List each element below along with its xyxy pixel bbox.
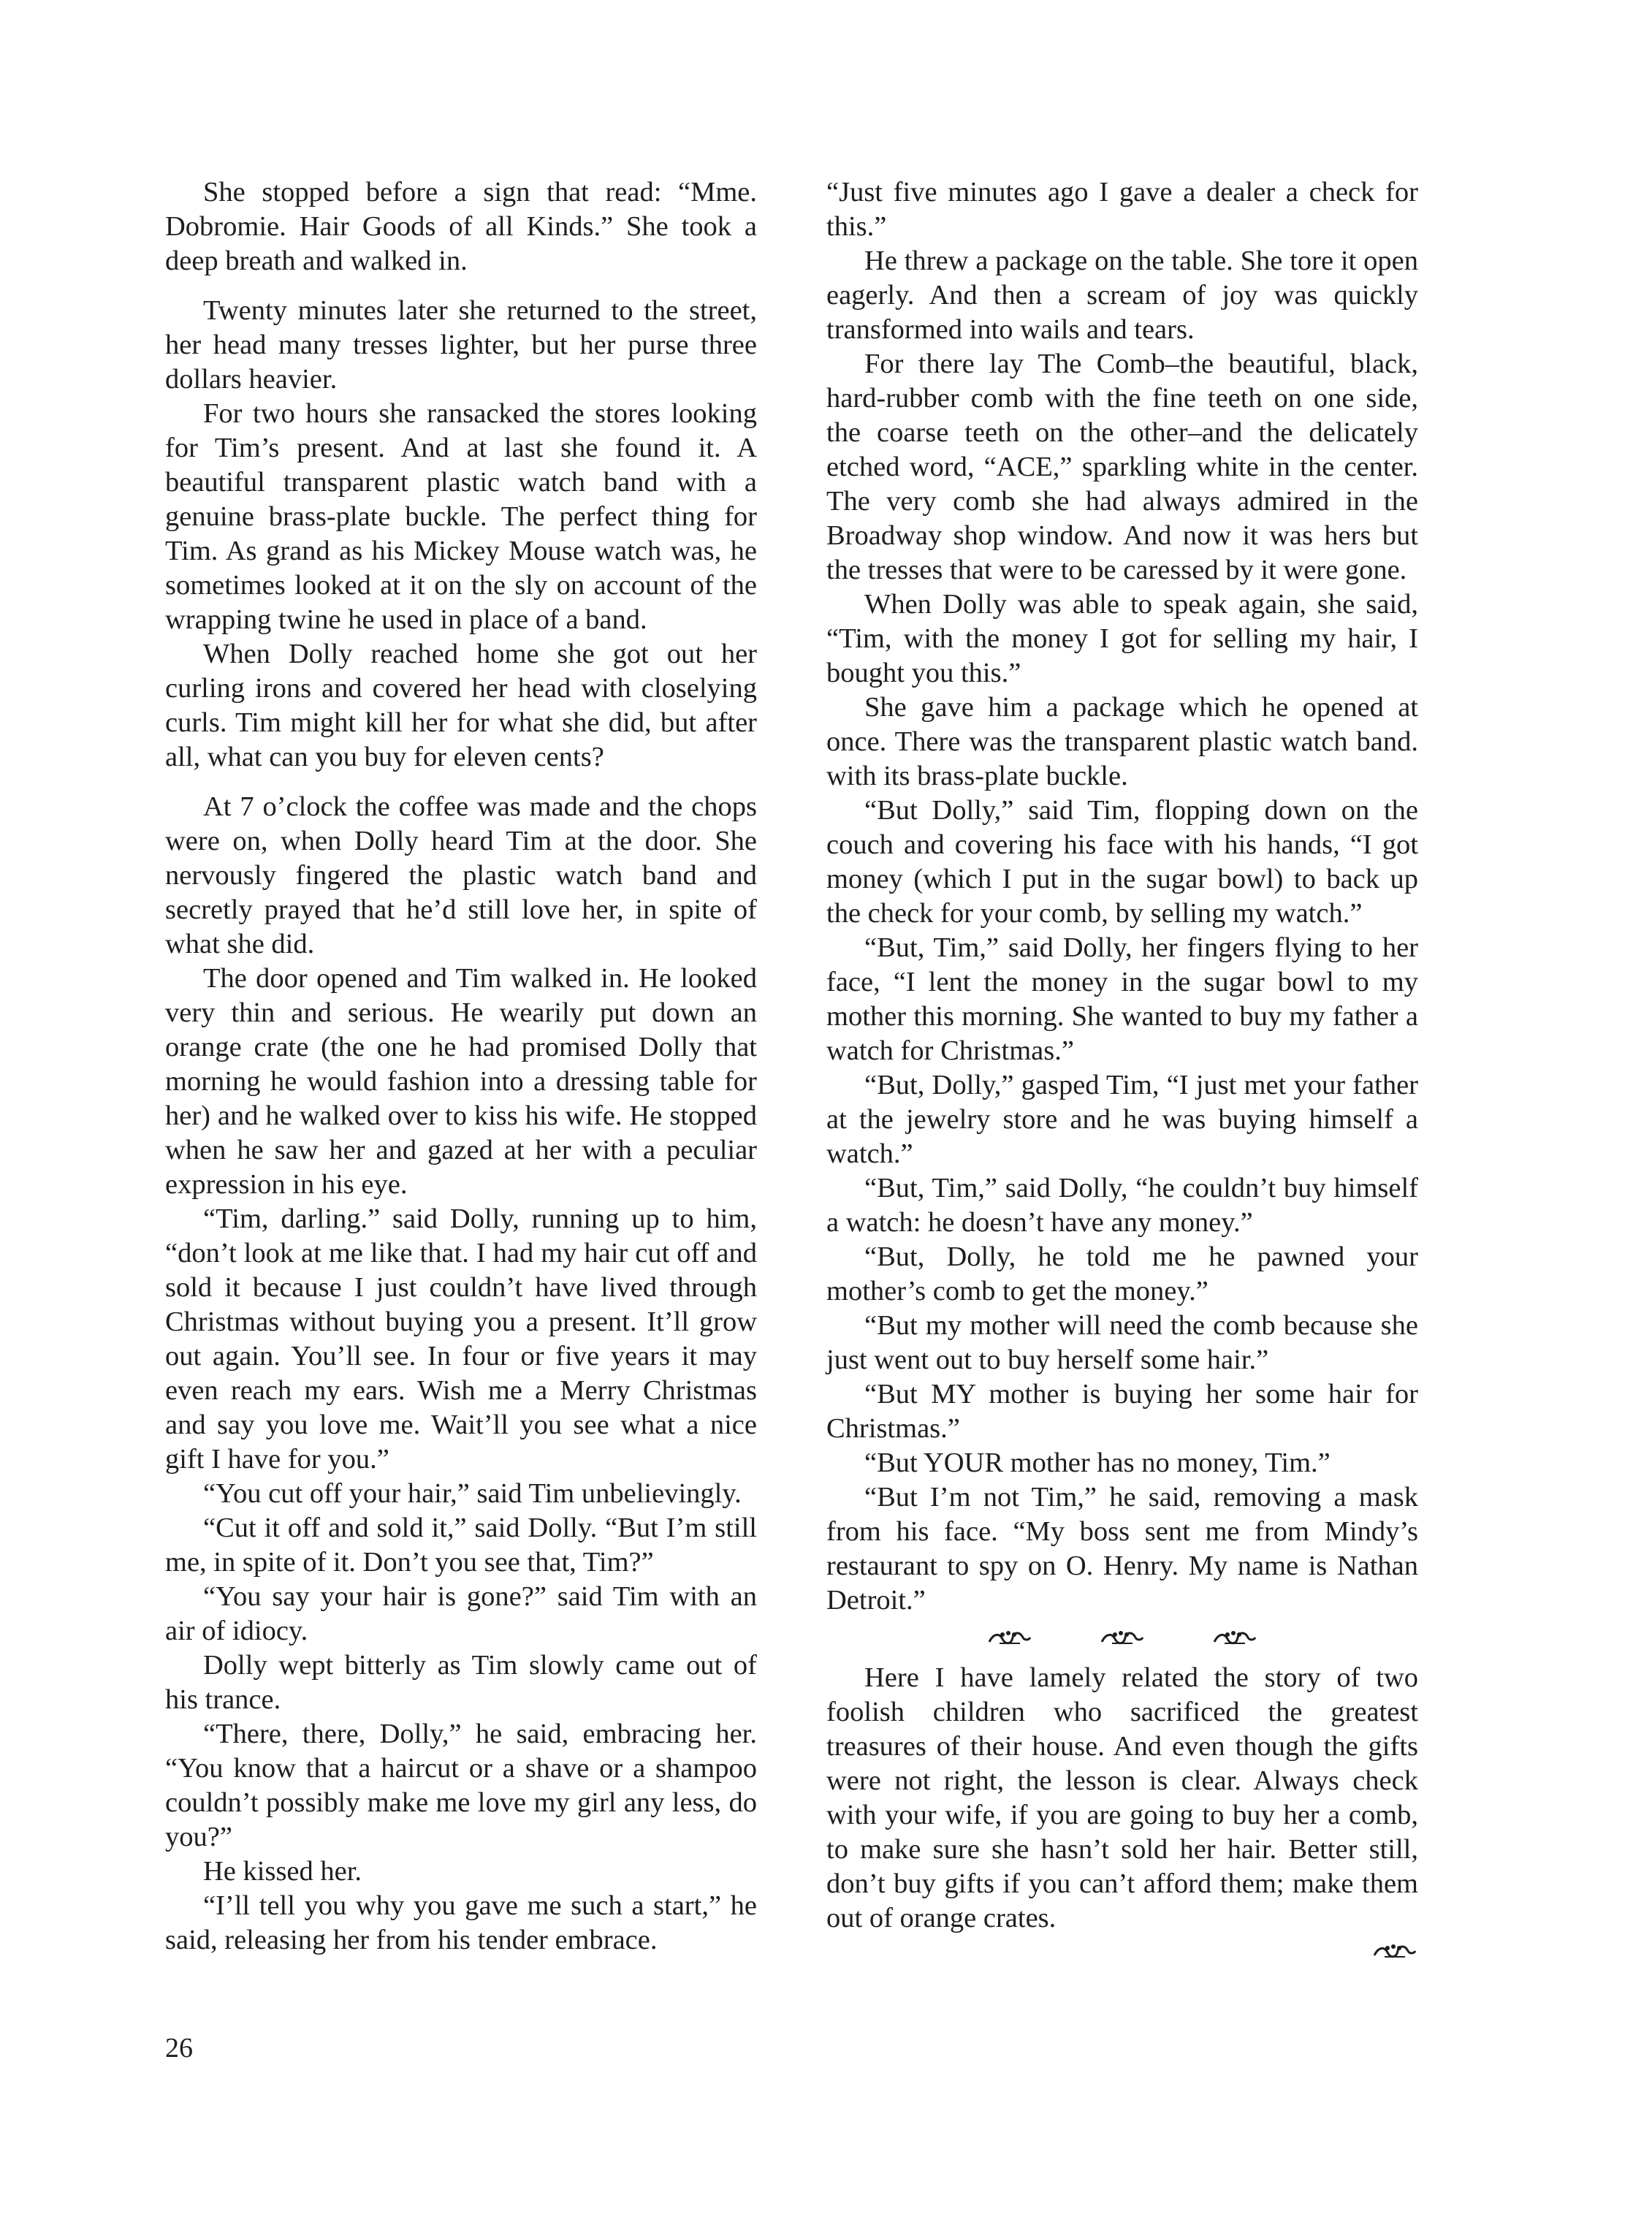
paragraph: “But MY mother is buying her some hair for Christmas.” [826,1379,1418,1444]
paragraph: For two hours she ransacked the stores looking for Tim’s present. And at last she found it. A beautiful transparent plastic watch band with a genuine brass-plate buckle. The perfect thing for Tim. As grand as his Mickey Mouse watch was, he sometimes looked at it on the sly on account of the wrapping twine he used in place of a band. [165,398,757,635]
paragraph: “But YOUR mother has no money, Tim.” [864,1448,1331,1478]
paragraph: “But I’m not Tim,” he said, removing a mask from his face. “My boss sent me from Mindy’s restaurant to spy on O. Henry. My name is Nathan Detroit.” [826,1482,1418,1616]
paragraph: “But, Tim,” said Dolly, “he couldn’t buy himself a watch: he doesn’t have any money.” [826,1173,1418,1238]
paragraph: Twenty minutes later she returned to the street, her head many tresses lighter, but her purse three dollars heavier. [165,295,757,395]
paragraph: “Cut it off and sold it,” said Dolly. “But I’m still me, in spite of it. Don’t you see that, Tim?” [165,1513,757,1578]
paragraph: “There, there, Dolly,” he said, embracing her. “You know that a haircut or a shave or a shampoo couldn’t possibly make me love my girl any less, do you?” [165,1719,757,1852]
paragraph: “But, Tim,” said Dolly, her fingers flying to her face, “I lent the money in the sugar bowl to my mother this morning. She wanted to buy my father a watch for Christmas.” [826,932,1418,1066]
right-column [826,175,1418,1966]
paragraph: At 7 o’clock the coffee was made and the chops were on, when Dolly heard Tim at the door. She nervously fingered the plastic watch band and secretly prayed that he’d still love her, in spite of what she did. [165,791,757,959]
paragraph: “But my mother will need the comb because she just went out to buy herself some hair.” [826,1310,1418,1375]
paragraph: Dolly wept bitterly as Tim slowly came out of his trance. [165,1650,757,1715]
paragraph: “Just five minutes ago I gave a dealer a check for this.” [826,177,1418,242]
paragraph: For there lay The Comb–the beautiful, black, hard-rubber comb with the fine teeth on one side, the coarse teeth on the other–and the delicately etched word, “ACE,” sparkling white in the center. The very comb she had always admired in the Broadway shop window. And now it was hers but the tresses that were to be caressed by it were gone. [826,349,1418,585]
paragraph: “You say your hair is gone?” said Tim with an air of idiocy. [165,1581,757,1646]
paragraph: She stopped before a sign that read: “Mme. Dobromie. Hair Goods of all Kinds.” She took a deep breath and walked in. [165,177,757,276]
section-break-ornaments [826,1621,1418,1655]
paragraph: “Tim, darling.” said Dolly, running up to him, “don’t look at me like that. I had my hair cut off and sold it because I just couldn’t have lived through Christmas without buying you a present. It’ll grow out again. You’ll see. In four or five years it may even reach my ears. Wish me a Merry Christmas and say you love me. Wait’ll you see what a nice gift I have for you.” [165,1203,757,1475]
paragraph: “I’ll tell you why you gave me such a start,” he said, releasing her from his tender embrace. [165,1890,757,1955]
paragraph: When Dolly reached home she got out her curling irons and covered her head with closelying curls. Tim might kill her for what she did, but after all, what can you buy for eleven cents? [165,639,757,772]
left-column [165,175,757,1958]
paragraph: She gave him a package which he opened at once. There was the transparent plastic watch band. with its brass-plate buckle. [826,692,1418,791]
paragraph: “But, Dolly,” gasped Tim, “I just met your father at the jewelry store and he was buying himself a watch.” [826,1070,1418,1169]
paragraph: When Dolly was able to speak again, she said, “Tim, with the money I got for selling my hair, I bought you this.” [826,589,1418,688]
paragraph: “But, Dolly, he told me he pawned your mother’s comb to get the money.” [826,1241,1418,1306]
paragraph: He threw a package on the table. She tore it open eagerly. And then a scream of joy was quickly transformed into wails and tears. [826,246,1418,345]
paragraph: He kissed her. [203,1856,362,1887]
paragraph: “But Dolly,” said Tim, flopping down on the couch and covering his face with his hands, “I got money (which I put in the sugar bowl) to back up the check for your comb, by selling my watch.” [826,795,1418,929]
paragraph: “You cut off your hair,” said Tim unbelievingly. [203,1478,742,1509]
flourish-icon [1371,1942,1418,1961]
end-ornament [826,1937,1418,1966]
paragraph: The door opened and Tim walked in. He looked very thin and serious. He wearily put down an orange crate (the one he had promised Dolly that morning he would fashion into a dressing table for her) and he walked over to kiss his wife. He stopped when he saw her and gazed at her with a peculiar expression in his eye. [165,963,757,1200]
flourish-icon [1099,1629,1146,1648]
page-number: 26 [165,2033,193,2063]
flourish-icon [1211,1629,1258,1648]
closing-paragraph: Here I have lamely related the story of two foolish children who sacrificed the greatest treasures of their house. And even though the gifts were not right, the lesson is clear. Always check with your wife, if you are going to buy her a comb, to make sure she hasn’t sold her hair. Better still, don’t buy gifts if you can’t afford them; make them out of orange crates. [826,1662,1418,1933]
flourish-icon [986,1629,1033,1648]
